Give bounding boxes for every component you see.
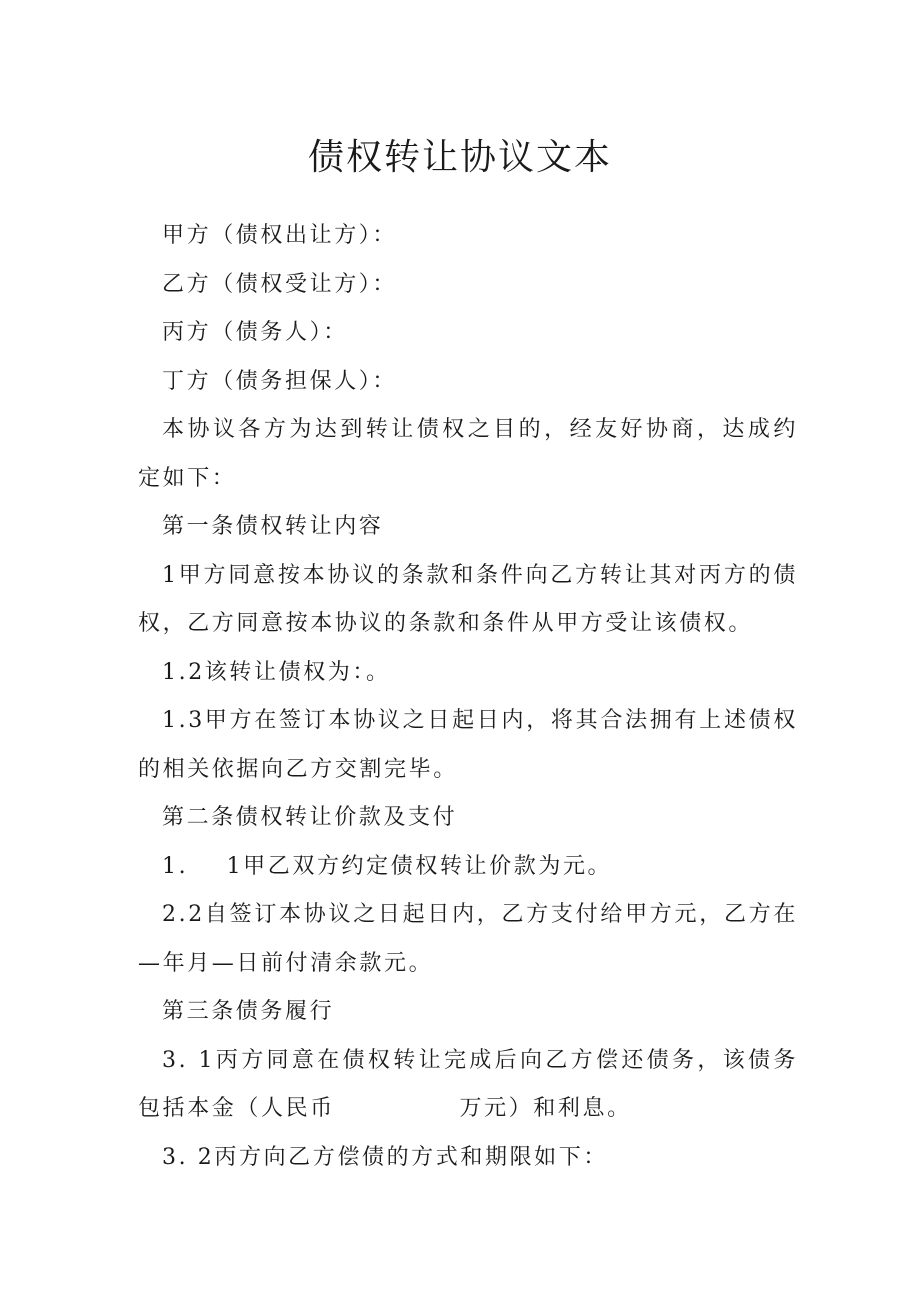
party-a-line: 甲方（债权出让方）：	[162, 223, 398, 248]
clause-2-1: 1. 1甲乙双方约定债权转让价款为元。	[162, 853, 613, 879]
clause-3-1: 3. 1丙方同意在债权转让完成后向乙方偿还债务，该债务包括本金（人民币 万元）和利息。	[138, 1047, 798, 1121]
party-b-line: 乙方（债权受让方）：	[162, 271, 398, 297]
clause-1-3: 1.3甲方在签订本协议之日起日内，将其合法拥有上述债权的相关依据向乙方交割完毕。	[138, 708, 798, 782]
party-d-line: 丁方（债务担保人）：	[162, 368, 398, 394]
document-body	[138, 212, 798, 1182]
article-2-heading: 第二条债权转让价款及支付	[162, 805, 458, 830]
clause-2-2: 2.2自签订本协议之日起日内，乙方支付给甲方元，乙方在—年月—日前付清余款元。	[138, 902, 798, 976]
clause-1-1: 1甲方同意按本协议的条款和条件向乙方转让其对丙方的债权，乙方同意按本协议的条款和条件从甲方受让该债权。	[138, 562, 798, 636]
article-3-heading: 第三条债务履行	[162, 999, 335, 1024]
clause-3-2: 3. 2丙方向乙方偿债的方式和期限如下：	[162, 1144, 608, 1170]
preamble-paragraph: 本协议各方为达到转让债权之目的，经友好协商，达成约定如下：	[138, 417, 798, 491]
party-c-line: 丙方（债务人）：	[162, 320, 348, 345]
clause-1-2: 1.2该转让债权为：。	[162, 659, 391, 685]
document-title: 债权转让协议文本	[307, 137, 612, 178]
article-1-heading: 第一条债权转让内容	[162, 514, 384, 539]
